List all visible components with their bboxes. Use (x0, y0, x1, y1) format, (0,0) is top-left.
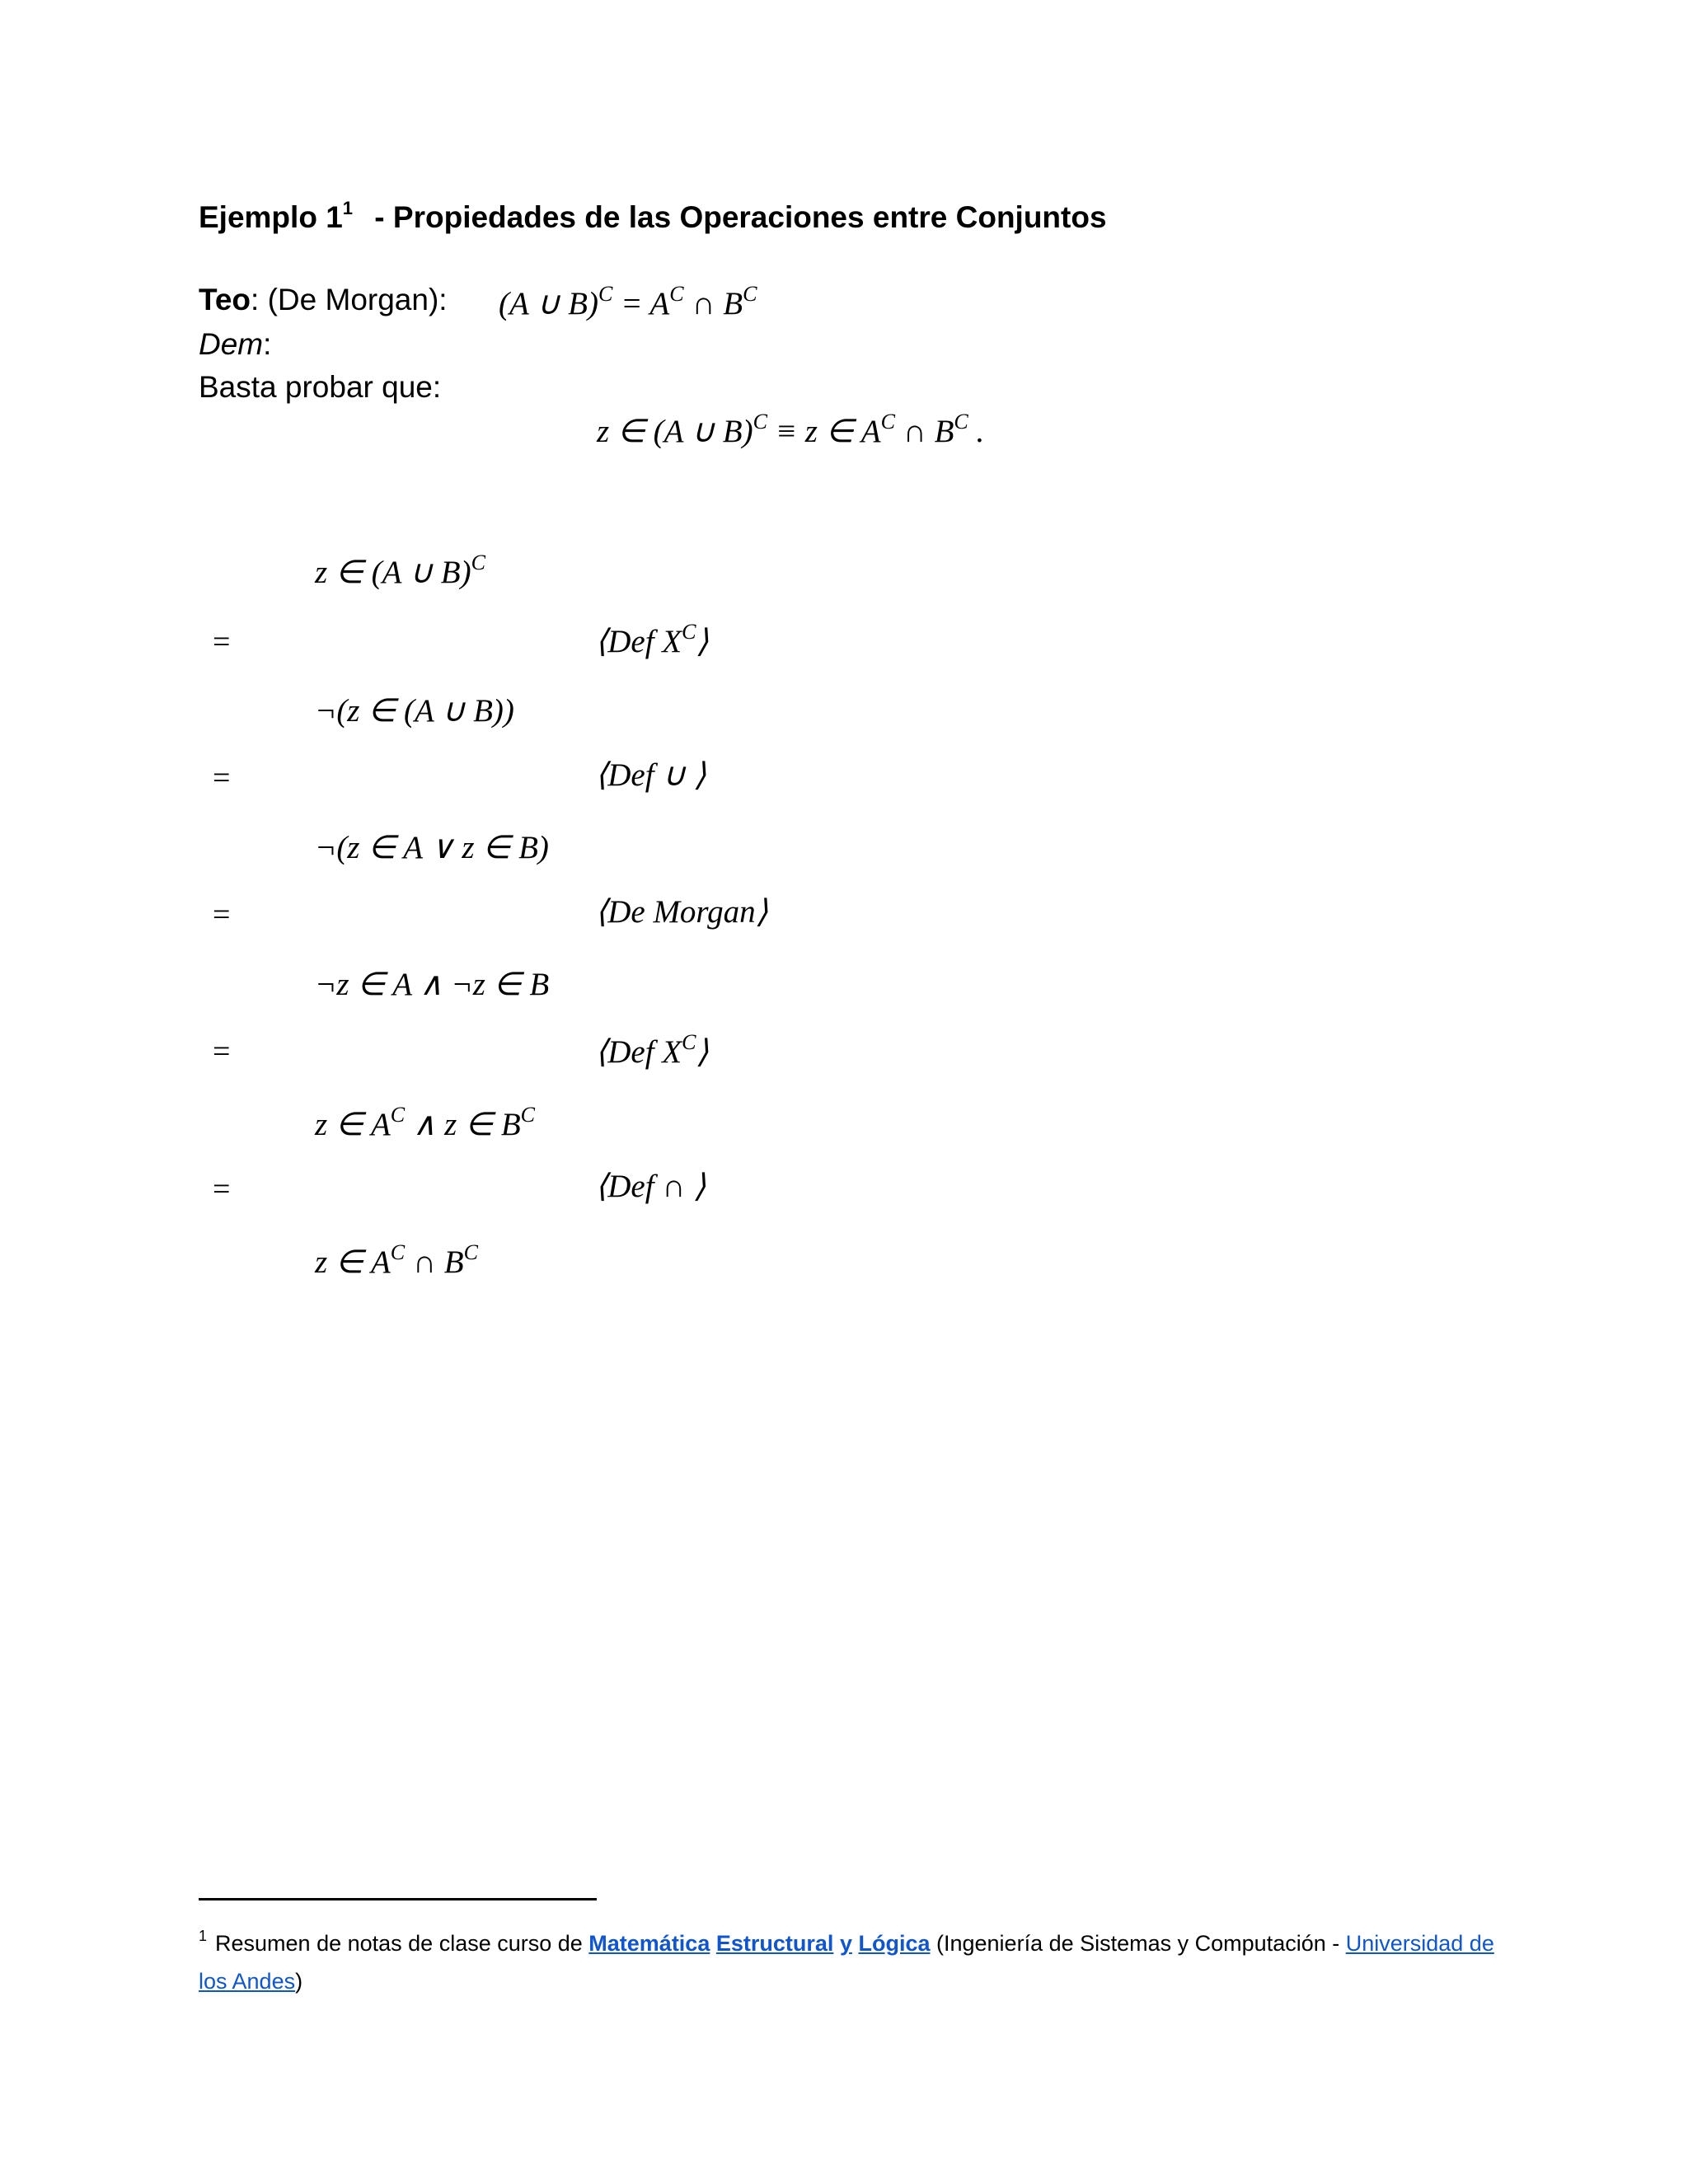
footnote-separator (199, 1898, 597, 1900)
proof-hint: ⟨Def $X^C⟩$ (595, 1030, 709, 1070)
footnote-mark: 1 (199, 1928, 208, 1944)
proof-expression: z ∈ $A^C$ ∧ z ∈ $B^C$ (315, 1103, 535, 1142)
proof-equals: = (213, 1172, 231, 1207)
footnote-text: Resumen de notas de clase curso de (215, 1931, 589, 1956)
dem-colon: : (263, 327, 272, 361)
proof-expression: z ∈ (A ∪ B)$^C$ (315, 551, 485, 590)
proof-equals: = (213, 761, 231, 795)
footnote-link-universidad[interactable]: Universidad de los Andes (199, 1931, 1494, 1994)
theorem-name: : (De Morgan): (251, 283, 448, 316)
page-heading (199, 198, 1107, 235)
proof-hint: ⟨Def $X^C⟩$ (595, 620, 709, 659)
dem-word: Dem (199, 327, 264, 361)
proof-equals: = (213, 625, 231, 659)
goal-formula: z ∈ (A ∪ B)$^C$ ≡ z ∈ $A^C$ ∩ $B^C$ . (597, 410, 985, 449)
proof-expression: ¬(z ∈ A ∨ z ∈ B) (315, 830, 549, 865)
footnote-text: (Ingeniería de Sistemas y Computación - (930, 1931, 1346, 1956)
proof-expression: ¬(z ∈ (A ∪ B)) (315, 693, 514, 729)
proof-expression: ¬z ∈ A ∧ ¬z ∈ B (315, 967, 550, 1002)
heading-title: - Propiedades de las Operaciones entre Conjuntos (366, 200, 1107, 234)
proof-equals: = (213, 898, 231, 932)
proof-equals: = (213, 1034, 231, 1069)
theorem-label: Teo (199, 283, 251, 316)
proof-hint: ⟨Def ∩ ⟩ (595, 1169, 706, 1204)
heading-prefix: Ejemplo 1 (199, 200, 343, 234)
dem-label (199, 327, 271, 362)
proof-expression: z ∈ $A^C$ ∩ $B^C$ (315, 1240, 478, 1280)
footnote-text: ) (295, 1969, 303, 1994)
proof-hint: ⟨Def ∪ ⟩ (595, 757, 706, 793)
footnote-link-logica[interactable]: Lógica (858, 1931, 931, 1956)
footnote-link-estructural[interactable]: Estructural (715, 1931, 834, 1956)
theorem-statement (199, 283, 448, 317)
proof-hint: ⟨De Morgan⟩ (595, 894, 768, 930)
basta-probar-text: Basta probar que: (199, 370, 442, 404)
heading-footnote-mark[interactable]: 1 (342, 198, 354, 218)
footnote-link-y[interactable]: y (839, 1931, 852, 1956)
theorem-formula: (A ∪ $B)^C = A^C$ ∩ $B^C$ (499, 282, 757, 321)
footnote-link-matematica[interactable]: Matemática (588, 1931, 710, 1956)
footnote (199, 1917, 1501, 2000)
